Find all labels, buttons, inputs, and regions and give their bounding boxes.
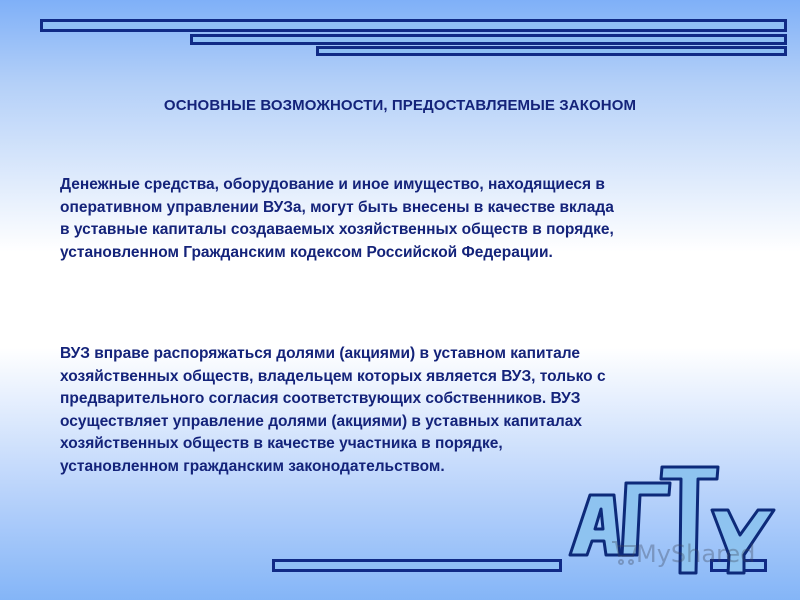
decor-bar-top-3 <box>316 46 787 56</box>
decor-bar-top-2 <box>190 34 787 45</box>
p2-line: установленном гражданским законодательством. <box>60 457 445 475</box>
cart-icon <box>610 538 638 568</box>
decor-bar-top-1 <box>40 19 787 32</box>
decor-bar-bottom-1 <box>272 559 562 572</box>
watermark-text: MyShared <box>636 540 756 568</box>
p2-line: хозяйственных обществ, владельцем которых является ВУЗ, только с <box>60 367 606 385</box>
p1-line: Денежные средства, оборудование и иное имущество, находящиеся в <box>60 176 605 193</box>
p1-line: в уставные капиталы создаваемых хозяйственных обществ в порядке, <box>60 221 614 238</box>
p2-line: ВУЗ вправе распоряжаться долями (акциями) в уставном капитале <box>60 345 581 362</box>
p2-line: предварительного согласия соответствующих собственников. ВУЗ <box>60 390 581 407</box>
slide-title: ОСНОВНЫЕ ВОЗМОЖНОСТИ, ПРЕДОСТАВЛЯЕМЫЕ ЗАКОНОМ <box>163 97 637 114</box>
p1-line: оперативном управлении ВУЗа, могут быть внесены в качестве вклада <box>60 198 614 216</box>
paragraph-contribution <box>60 174 760 264</box>
p1-line: установленном Гражданским кодексом Российской Федерации. <box>60 243 553 261</box>
p2-line: осуществляет управление долями (акциями) в уставных капиталах <box>60 412 582 430</box>
p2-line: хозяйственных обществ в качестве участника в порядке, <box>60 435 503 452</box>
